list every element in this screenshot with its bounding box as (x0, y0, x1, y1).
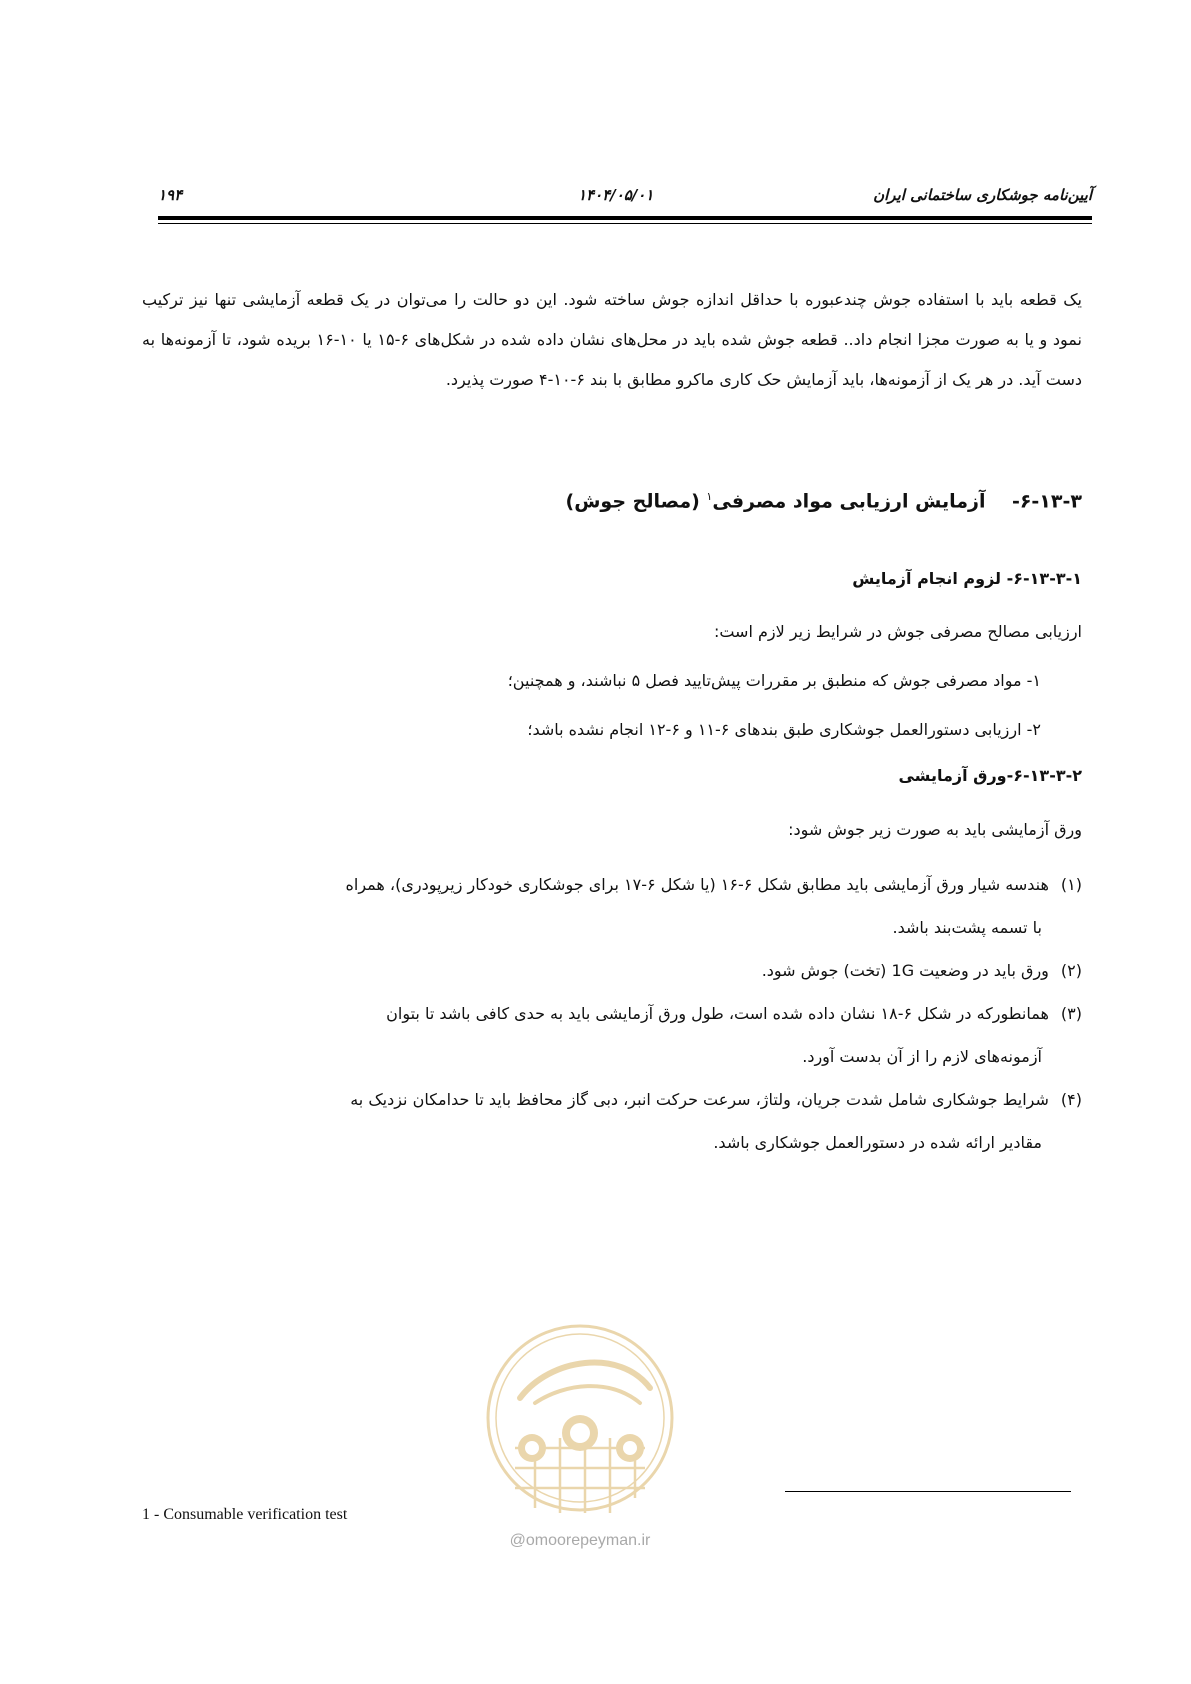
list-item-text: شرایط جوشکاری شامل شدت جریان، ولتاژ، سرعت حرکت انبر، دبی گاز محافظ باید تا حدامکان نزدیک به (350, 1090, 1049, 1109)
footnote: 1 - Consumable verification test (142, 1506, 348, 1523)
section-heading (566, 490, 1082, 512)
header-date: ۱۴۰۴/۰۵/۰۱ (578, 186, 654, 204)
watermark-site: @omoorepeyman.ir (509, 1532, 651, 1549)
list-item-continuation: آزمونه‌های لازم را از آن بدست آورد. (802, 1047, 1042, 1066)
list-item-number: (۳) (1060, 1004, 1082, 1023)
subsection-heading-2: ۶-۱۳-۳-۲-ورق آزمایشی (898, 766, 1082, 785)
section-title: آزمایش ارزیابی مواد مصرفی (712, 490, 986, 513)
condition-item-1: ۱- مواد مصرفی جوش که منطبق بر مقررات پیش‌تایید فصل ۵ نباشند، و همچنین؛ (507, 671, 1041, 690)
list-item-1 (142, 863, 1082, 949)
section-number: ۶-۱۳-۳- (1011, 490, 1082, 513)
running-header (158, 186, 1092, 212)
list-item-number: (۴) (1060, 1090, 1082, 1109)
subsection-1-intro: ارزیابی مصالح مصرفی جوش در شرایط زیر لازم است: (713, 622, 1082, 641)
list-item-text: همانطورکه در شکل ۶-۱۸ نشان داده شده است، طول ورق آزمایشی باید به حدی کافی باشد تا بتوان (386, 1004, 1049, 1023)
footnote-marker: ۱ (706, 490, 713, 503)
header-rule-thin (158, 223, 1092, 224)
list-item-continuation: مقادیر ارائه شده در دستورالعمل جوشکاری باشد. (713, 1133, 1042, 1152)
list-item-4 (142, 1078, 1082, 1164)
list-item-continuation: با تسمه پشت‌بند باشد. (892, 918, 1042, 937)
list-item-2 (142, 949, 1082, 992)
page-number: ۱۹۴ (158, 186, 183, 204)
footnote-rule (785, 1491, 1071, 1492)
header-title: آیین‌نامه جوشکاری ساختمانی ایران (873, 186, 1092, 204)
condition-item-2: ۲- ارزیابی دستورالعمل جوشکاری طبق بندهای ۶-۱۱ و ۶-۱۲ انجام نشده باشد؛ (527, 720, 1041, 739)
intro-paragraph: یک قطعه باید با استفاده جوش چندعبوره با حداقل اندازه جوش ساخته شود. این دو حالت را می‌توان در یک قطعه آزمایشی تنها نیز ترکیب نمود و یا به صورت مجزا انجام داد.. قطعه جوش شده باید در محل‌های نشان داده شده در شکل‌های ۶-۱۵ یا ۱۰-۱۶ بریده شود، تا آزمونه‌ها به دست آید. در هر یک از آزمونه‌ها، باید آزمایش حک کاری ماکرو مطابق با بند ۶-۱۰-۴ صورت پذیرد. (142, 290, 1083, 389)
subsection-heading-1: ۶-۱۳-۳-۱- لزوم انجام آزمایش (852, 569, 1082, 588)
list-item-text: ورق باید در وضعیت 1G (تخت) جوش شود. (761, 961, 1049, 980)
header-rule-thick (158, 216, 1092, 220)
subsection-2-intro: ورق آزمایشی باید به صورت زیر جوش شود: (788, 820, 1082, 839)
list-item-number: (۲) (1060, 961, 1082, 980)
watermark-logo-icon (480, 1318, 680, 1528)
section-suffix: (مصالح جوش) (565, 490, 700, 513)
list-item-text: هندسه شیار ورق آزمایشی باید مطابق شکل ۶-۱۶ (یا شکل ۶-۱۷ برای جوشکاری خودکار زیرپودری)، همراه (345, 875, 1049, 894)
list-item-number: (۱) (1060, 875, 1082, 894)
list-item-3 (142, 992, 1082, 1078)
